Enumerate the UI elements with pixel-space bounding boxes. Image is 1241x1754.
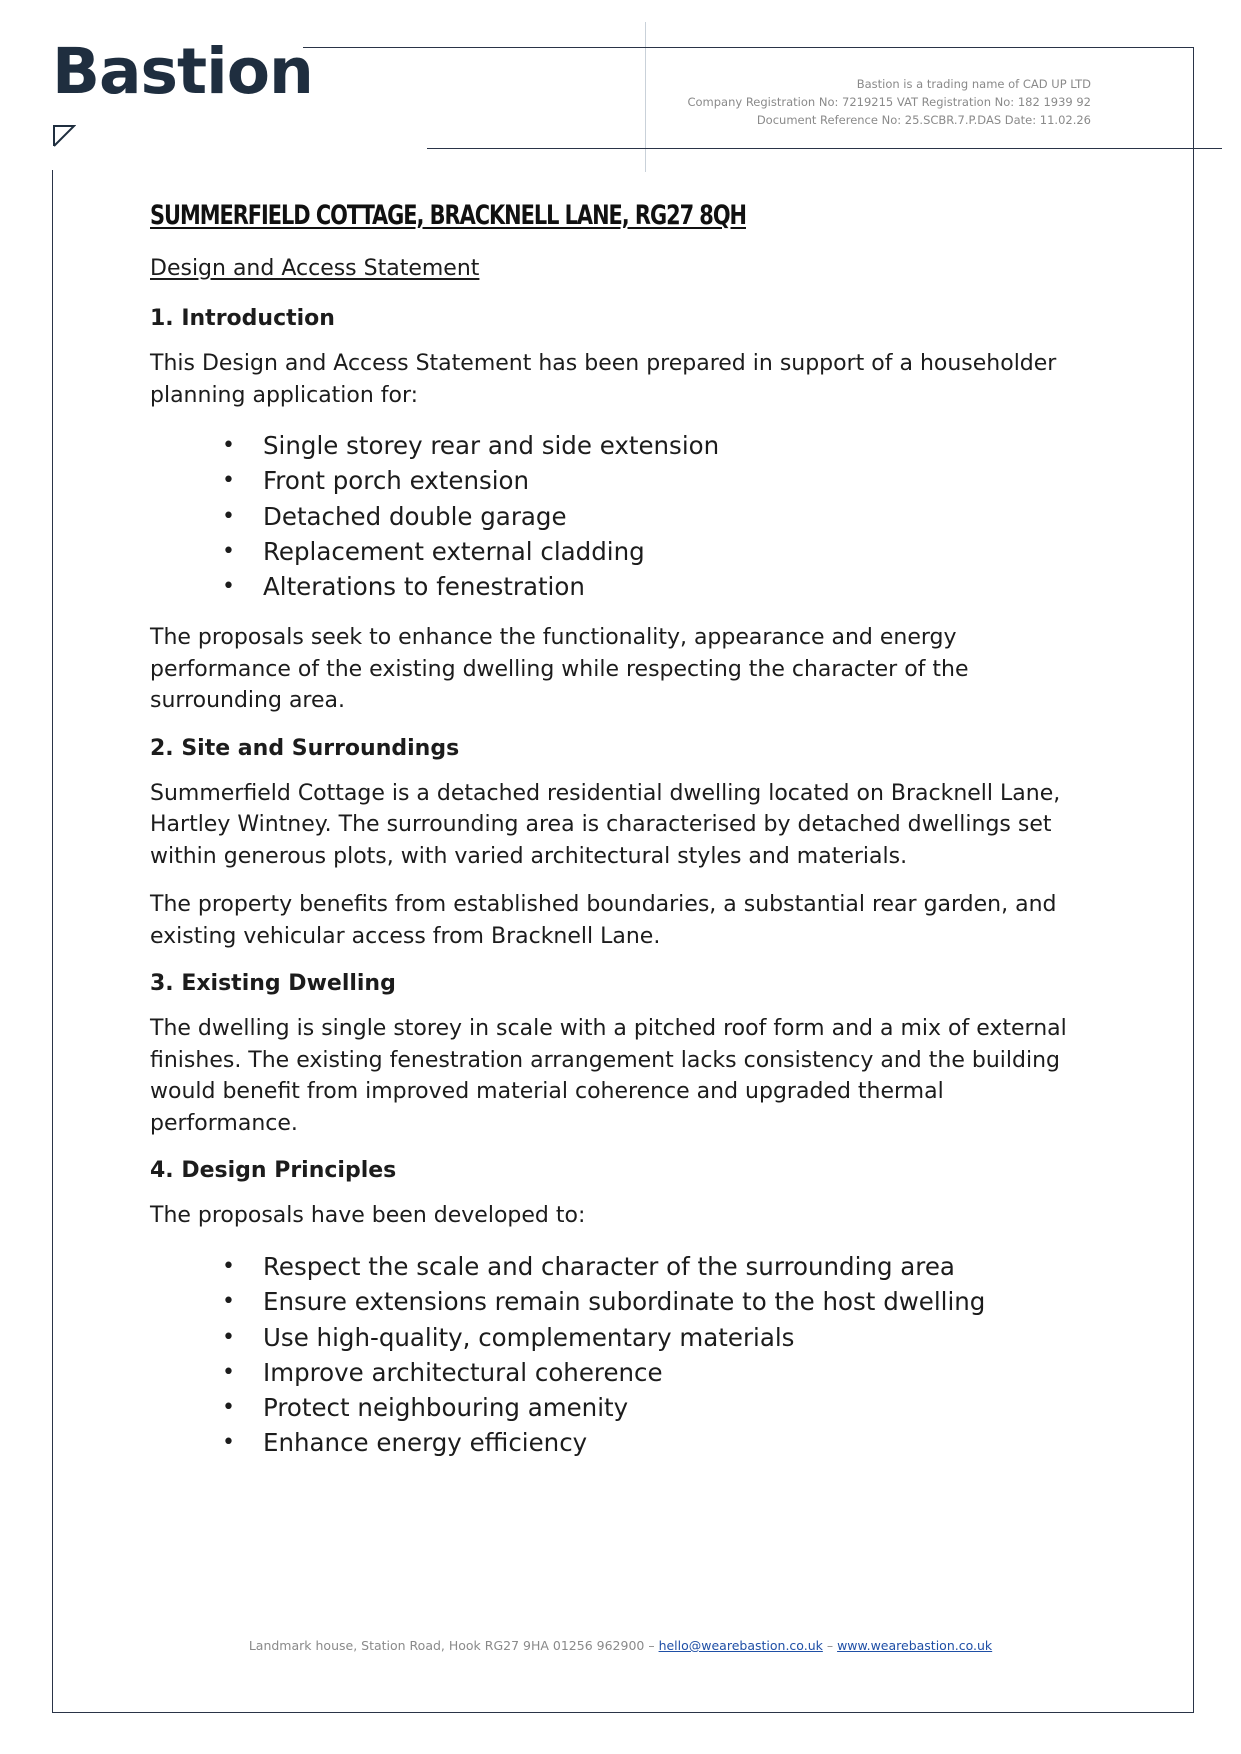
company-info: [687, 75, 1091, 129]
list-item: • Detached double garage: [150, 499, 1080, 534]
proposal-list: [150, 428, 1080, 604]
page-footer: [0, 1638, 1241, 1653]
site-paragraph: Summerfield Cottage is a detached residential dwelling located on Bracknell Lane, Hartley Wintney. The surrounding area is characterised by detached dwellings set within generous plots, with varied architectural styles and materials.: [150, 780, 1061, 869]
list-item: • Replacement external cladding: [150, 534, 1080, 569]
document-title: SUMMERFIELD COTTAGE, BRACKNELL LANE, RG27 8QH: [150, 200, 746, 231]
list-item: • Alterations to fenestration: [150, 569, 1080, 604]
bastion-logo: Bastion: [52, 35, 313, 108]
header-rule: [427, 148, 1222, 149]
section-heading-introduction: 1. Introduction: [150, 306, 335, 331]
list-item: • Single storey rear and side extension: [150, 428, 1080, 463]
document-reference-line: Document Reference No: 25.SCBR.7.P.DAS Date: 11.02.26: [756, 113, 1091, 127]
footer-website-link[interactable]: www.wearebastion.co.uk: [837, 1638, 993, 1653]
list-item: • Improve architectural coherence: [150, 1355, 1080, 1390]
list-item: • Front porch extension: [150, 463, 1080, 498]
footer-email-link[interactable]: hello@wearebastion.co.uk: [658, 1638, 823, 1653]
site-paragraph: The property benefits from established boundaries, a substantial rear garden, and existing vehicular access from Bracknell Lane.: [150, 892, 1057, 949]
frame-top-line: [303, 47, 1194, 48]
document-body: [150, 196, 1080, 1479]
header-divider-vertical: [645, 22, 646, 172]
list-item: • Use high-quality, complementary materials: [150, 1320, 1080, 1355]
intro-summary-paragraph: The proposals seek to enhance the functionality, appearance and energy performance of the existing dwelling while respecting the character of the surrounding area.: [150, 625, 969, 714]
frame-right-line: [1193, 47, 1194, 1713]
company-info-line: Bastion is a trading name of CAD UP LTD: [856, 77, 1091, 91]
company-registration-line: Company Registration No: 7219215 VAT Registration No: 182 1939 92: [687, 95, 1091, 109]
intro-paragraph: This Design and Access Statement has been prepared in support of a householder planning application for:: [150, 351, 1057, 408]
section-heading-site: 2. Site and Surroundings: [150, 735, 460, 761]
frame-left-line: [52, 170, 53, 1713]
document-subtitle: Design and Access Statement: [150, 256, 480, 281]
list-item: • Enhance energy efficiency: [150, 1425, 1080, 1460]
frame-bottom-line: [52, 1712, 1194, 1713]
design-paragraph: The proposals have been developed to:: [150, 1203, 586, 1229]
section-heading-design: 4. Design Principles: [150, 1158, 397, 1184]
footer-address: Landmark house, Station Road, Hook RG27 9HA 01256 962900 –: [248, 1638, 655, 1653]
list-item: • Protect neighbouring amenity: [150, 1390, 1080, 1425]
footer-separator: –: [826, 1638, 834, 1653]
design-principles-list: [150, 1249, 1080, 1461]
list-item: • Ensure extensions remain subordinate to the host dwelling: [150, 1284, 1080, 1319]
triangle-mark-icon: [52, 124, 76, 148]
list-item: • Respect the scale and character of the surrounding area: [150, 1249, 1080, 1284]
section-heading-existing: 3. Existing Dwelling: [150, 971, 396, 997]
existing-paragraph: The dwelling is single storey in scale with a pitched roof form and a mix of external finishes. The existing fenestration arrangement lacks consistency and the building would benefit from improved material coherence and upgraded thermal performance.: [150, 1016, 1067, 1136]
